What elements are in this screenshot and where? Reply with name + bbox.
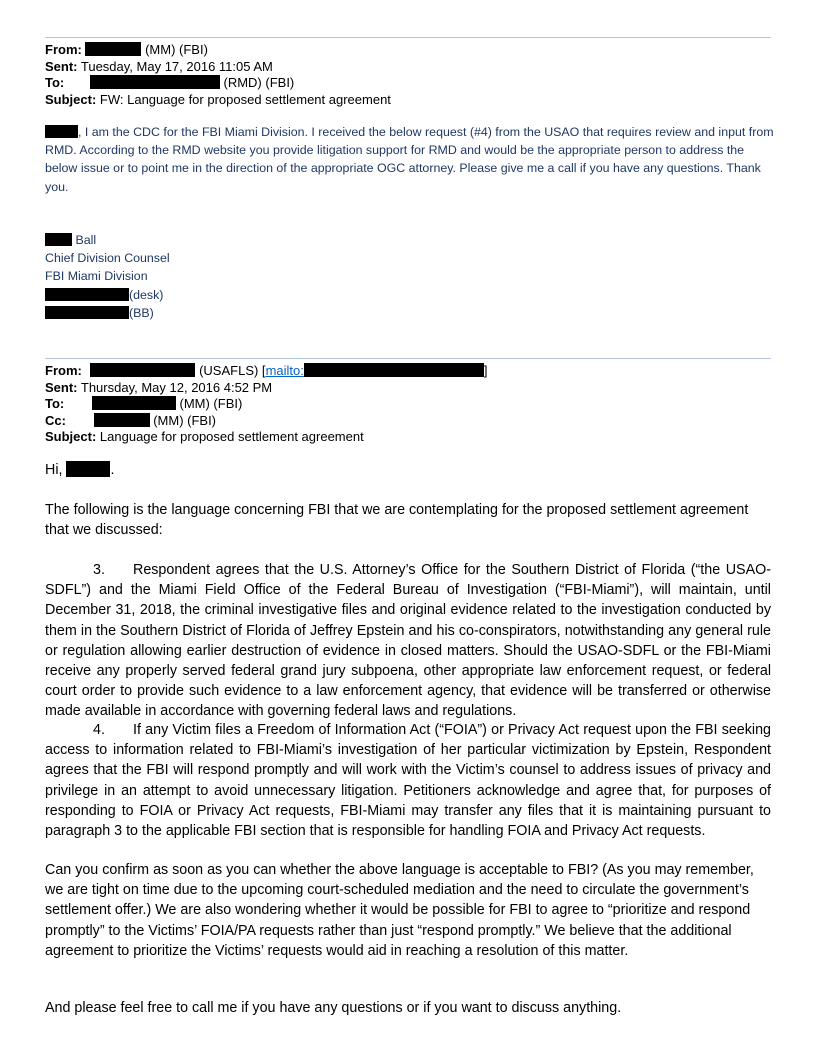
email2-subject-row <box>45 429 487 446</box>
paragraph-3-text: Respondent agrees that the U.S. Attorney’s Office for the Southern District of Florida (“the USAO-SDFL”) and the Miami Field Office of the Federal Bureau of Investigation (“FBI-Miami”), will maintain, until December 31, 2018, the criminal investigative files and original evidence related to the investigation conducted by them in the Southern District of Florida of Jeffrey Epstein and his co-conspirators, notwithstanding any general rule or regulation allowing earlier destruction of evidence in closed matters. Should the USAO-SDFL or the FBI-Miami receive any properly served federal grand jury subpoena, other appropriate law enforcement request, or federal court order to provide such evidence to a law enforcement agency, that evidence will be transferred or otherwise made available in accordance with governing federal laws and regulations. <box>45 562 771 720</box>
sent-value: Tuesday, May 17, 2016 11:05 AM <box>80 58 273 74</box>
paragraph-4-number: 4. <box>93 722 105 738</box>
email1-subject-row <box>45 92 391 109</box>
greeting-text: Hi, <box>45 462 63 478</box>
subject-value: Language for proposed settlement agreement <box>99 429 364 445</box>
to-label: To: <box>45 396 65 412</box>
paragraph-4 <box>45 720 771 841</box>
redaction <box>45 306 129 319</box>
cc-value: (MM) (FBI) <box>153 412 217 428</box>
middle-divider <box>45 358 771 359</box>
signature-office: FBI Miami Division <box>45 269 148 284</box>
paragraph-3-number: 3. <box>93 562 105 578</box>
sent-label: Sent: <box>45 58 78 74</box>
signature-bb-line <box>45 304 170 322</box>
to-value: (MM) (FBI) <box>179 396 243 412</box>
email2-from-row <box>45 363 487 380</box>
greeting-end: . <box>110 462 115 478</box>
redaction <box>90 363 195 377</box>
signature-block <box>45 231 170 322</box>
intro-paragraph: The following is the language concerning FBI that we are contemplating for the proposed settlement agreement that we discussed: <box>45 502 749 539</box>
email2-header <box>45 363 487 446</box>
redaction <box>45 288 129 301</box>
redaction <box>45 233 72 246</box>
top-divider <box>45 37 771 38</box>
paragraph-4-text: If any Victim files a Freedom of Information Act (“FOIA”) or Privacy Act request upon the FBI seeking access to information related to FBI-Miami’s investigation of her particular victimization by Epstein, Respondent agrees that the FBI will respond promptly and will work with the Victim’s counsel to address issues of privacy and privilege in an attempt to avoid unnecessary litigation. Petitioners acknowledge and agree that, for purposes of responding to FOIA or Privacy Act requests, FBI-Miami may transfer any files that it is maintaining pursuant to paragraph 3 to the applicable FBI section that is responsible for handling FOIA and Privacy Act requests. <box>45 722 771 840</box>
signature-bb: (BB) <box>129 305 154 320</box>
to-label: To: <box>45 75 65 91</box>
to-value: (RMD) (FBI) <box>223 75 295 91</box>
subject-label: Subject: <box>45 429 97 445</box>
email2-cc-row <box>45 413 487 430</box>
question-paragraph: Can you confirm as soon as you can whether the above language is acceptable to FBI? (As you may remember, we are tight on time due to the upcoming court-scheduled mediation and the need to circulate the government’s settlement offer.) We are also wondering whether it would be possible for FBI to agree to “prioritize and respond promptly” to the Victims’ FOIA/PA requests rather than just “respond promptly.” We believe that the additional agreement to prioritize the Victims’ requests would aid in reaching a resolution of this matter. <box>45 862 754 959</box>
redaction <box>66 461 110 477</box>
signature-name: Ball <box>75 233 97 247</box>
sent-label: Sent: <box>45 379 78 395</box>
email1-sent-row <box>45 59 391 76</box>
paragraph-3 <box>45 560 771 722</box>
email1-to-row <box>45 75 391 92</box>
from-label: From: <box>45 363 82 378</box>
signature-desk: (desk) <box>129 287 164 302</box>
closing-paragraph: And please feel free to call me if you have any questions or if you want to discuss anything. <box>45 1000 622 1016</box>
email2-to-row <box>45 396 487 413</box>
from-value: (MM) (FBI) <box>145 42 208 57</box>
subject-value: FW: Language for proposed settlement agreement <box>99 91 391 107</box>
note-text: , I am the CDC for the FBI Miami Division. I received the below request (#4) from the USAO that requires review and input from RMD. According to the RMD website you provide litigation support for RMD and would be the appropriate person to address the below issue or to point me in the direction of the appropriate OGC attorney. Please give me a call if you have any questions. Thank you. <box>45 125 774 194</box>
email2-sent-row <box>45 380 487 397</box>
email1-from-row <box>45 42 391 59</box>
mailto-link[interactable]: mailto: <box>265 363 304 378</box>
signature-name-line <box>45 231 170 249</box>
signature-desk-line <box>45 286 170 304</box>
redaction <box>304 363 484 377</box>
from-value: (USAFLS) [ <box>199 363 266 378</box>
cc-label: Cc: <box>45 412 66 428</box>
subject-label: Subject: <box>45 91 97 107</box>
redaction <box>94 413 150 427</box>
redaction <box>85 42 141 56</box>
email1-note <box>45 123 775 196</box>
email1-header <box>45 42 391 108</box>
redaction <box>92 396 176 410</box>
redaction <box>90 75 220 89</box>
greeting <box>45 460 771 480</box>
from-close: ] <box>483 363 488 378</box>
signature-title: Chief Division Counsel <box>45 251 170 266</box>
redaction <box>45 125 78 138</box>
from-label: From: <box>45 42 82 57</box>
sent-value: Thursday, May 12, 2016 4:52 PM <box>80 379 273 395</box>
